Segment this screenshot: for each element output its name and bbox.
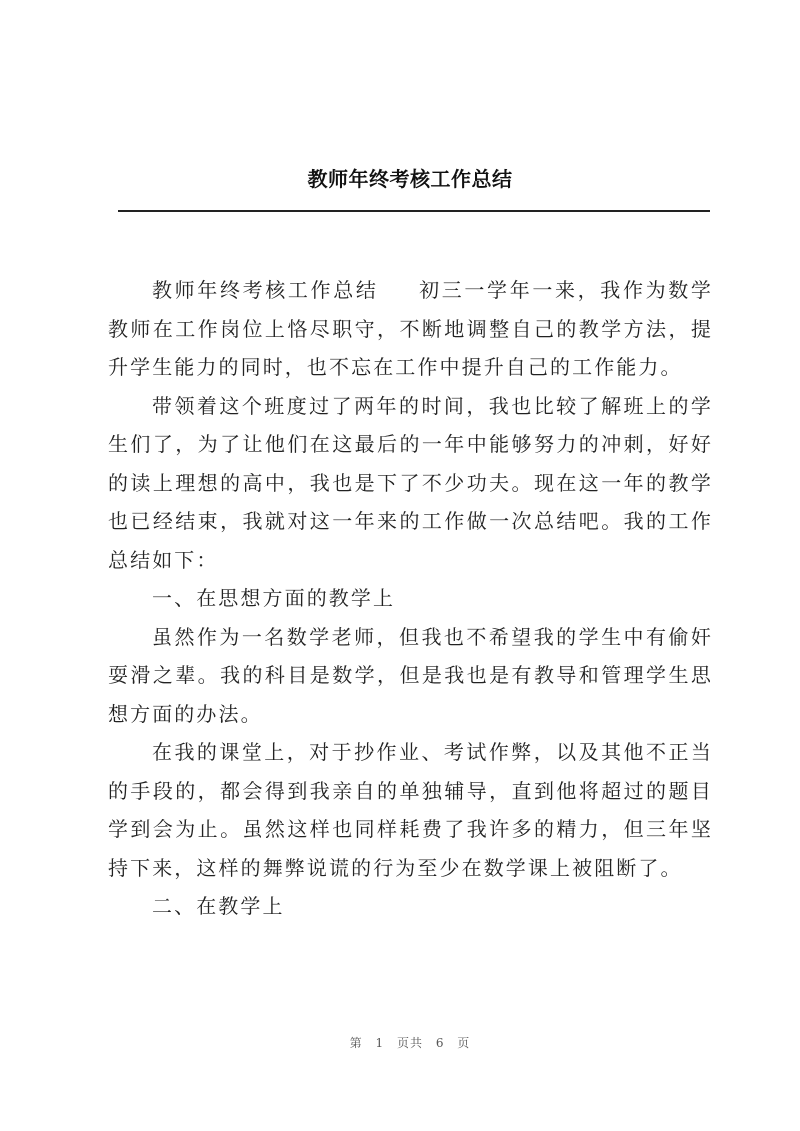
document-body — [108, 271, 713, 926]
section-heading: 二、在教学上 — [152, 894, 285, 918]
paragraph: 带领着这个班度过了两年的时间，我也比较了解班上的学生们了，为了让他们在这最后的一年中能够努力的冲刺，好好的读上理想的高中，我也是下了不少功夫。现在这一年的教学也已经结束，我就对这一年来的工作做一次总结吧。我的工作总结如下： — [108, 393, 713, 572]
paragraph-intro — [108, 271, 713, 387]
paragraph-text: 初三一学年一来，我作为数学教师在工作岗位上恪尽职守，不断地调整自己的教学方法，提升学生能力的同时，也不忘在工作中提升自己的工作能力。 — [108, 278, 714, 379]
footer-suffix: 页 — [457, 1036, 471, 1050]
footer-prefix: 第 — [349, 1036, 363, 1050]
footer-total-pages: 6 — [435, 1036, 445, 1050]
footer-middle: 页共 — [396, 1036, 423, 1050]
page-footer — [0, 1034, 800, 1051]
section-heading: 一、在思想方面的教学上 — [152, 586, 396, 610]
footer-page-number: 1 — [375, 1036, 385, 1050]
paragraph: 在我的课堂上，对于抄作业、考试作弊，以及其他不正当的手段的，都会得到我亲自的单独辅导，直到他将超过的题目学到会为止。虽然这样也同样耗费了我许多的精力，但三年坚持下来，这样的舞弊说谎的行为至少在数学课上被阻断了。 — [108, 740, 713, 880]
paragraph: 虽然作为一名数学老师，但我也不希望我的学生中有偷奸耍滑之辈。我的科目是数学，但是我也是有教导和管理学生思想方面的办法。 — [108, 624, 713, 726]
intro-heading: 教师年终考核工作总结 — [152, 278, 379, 302]
document-title: 教师年终考核工作总结 — [307, 167, 513, 191]
title-divider — [118, 210, 710, 212]
